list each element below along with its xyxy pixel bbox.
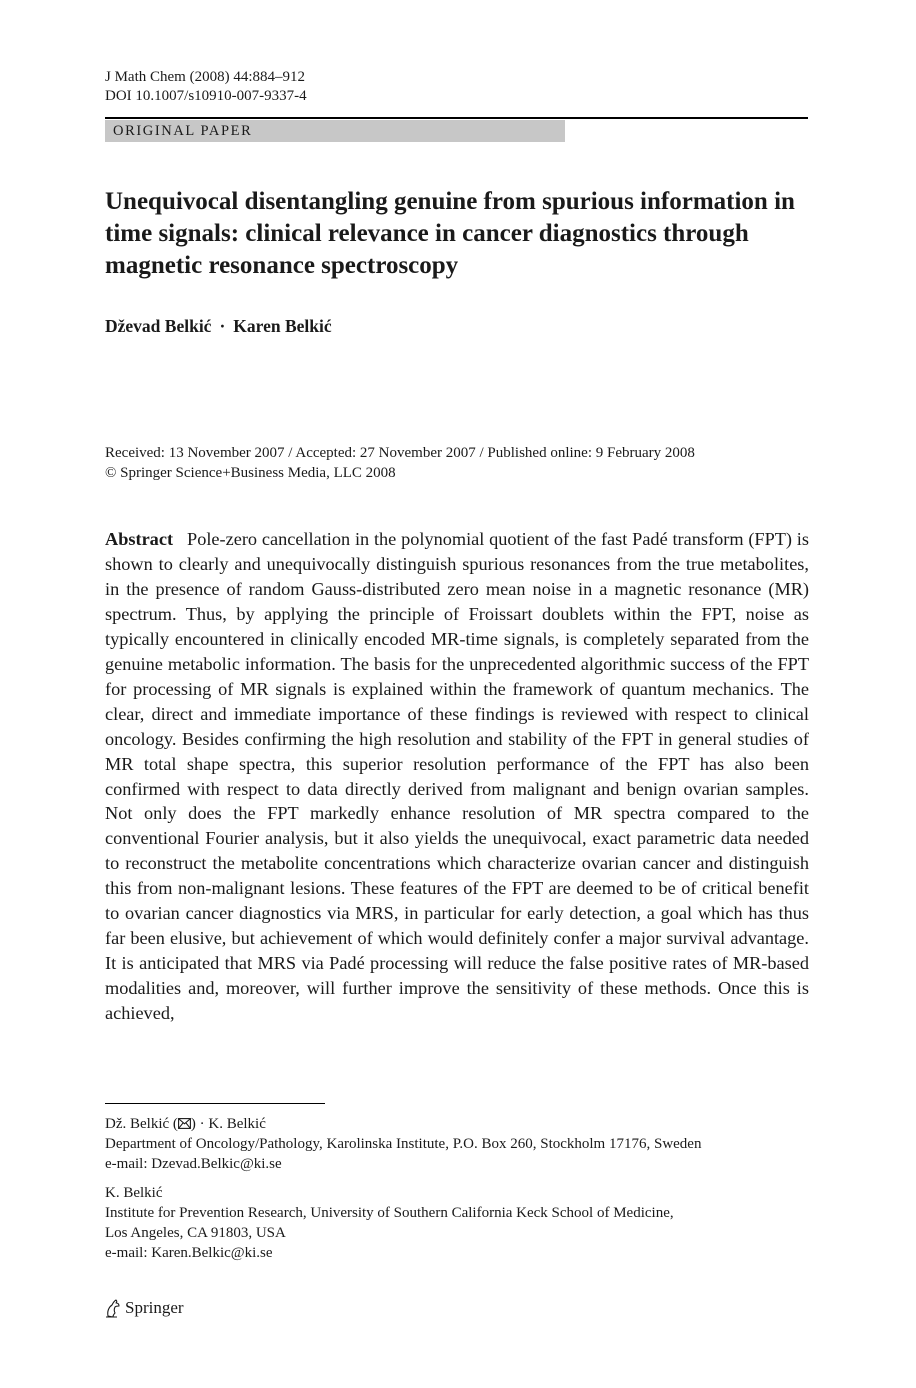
affiliation-1 bbox=[105, 1114, 701, 1174]
copyright: © Springer Science+Business Media, LLC 2008 bbox=[105, 465, 396, 481]
author-separator: · bbox=[219, 316, 226, 336]
affiliation-1-names: Dž. Belkić ( ) · K. Belkić bbox=[105, 1116, 266, 1132]
paper-type-banner: ORIGINAL PAPER bbox=[105, 120, 565, 142]
affiliation-2-name: K. Belkić bbox=[105, 1185, 163, 1201]
envelope-icon bbox=[178, 1118, 191, 1129]
affiliation-2 bbox=[105, 1183, 674, 1263]
paper-title: Unequivocal disentangling genuine from spurious information in time signals: clinical relevance in cancer diagnostics through magnetic resonance spectroscopy bbox=[105, 188, 795, 279]
publication-dates bbox=[105, 443, 695, 483]
publisher-footer bbox=[105, 1298, 184, 1318]
affiliation-1-department: Department of Oncology/Pathology, Karolinska Institute, P.O. Box 260, Stockholm 17176, Sweden bbox=[105, 1136, 702, 1152]
abstract-label: Abstract bbox=[105, 529, 174, 549]
affiliation-1-email[interactable]: e-mail: Dzevad.Belkic@ki.se bbox=[105, 1156, 282, 1172]
abstract bbox=[105, 527, 809, 1026]
authors bbox=[105, 316, 332, 337]
author-1[interactable]: Dževad Belkić bbox=[105, 316, 212, 336]
springer-horse-icon bbox=[105, 1298, 121, 1318]
affiliation-2-email[interactable]: e-mail: Karen.Belkic@ki.se bbox=[105, 1245, 273, 1261]
footnote-rule bbox=[105, 1103, 325, 1104]
publisher-name: Springer bbox=[125, 1298, 184, 1317]
journal-citation: J Math Chem (2008) 44:884–912 bbox=[105, 69, 305, 85]
author-2[interactable]: Karen Belkić bbox=[233, 316, 332, 336]
doi: DOI 10.1007/s10910-007-9337-4 bbox=[105, 88, 307, 104]
abstract-text: Pole-zero cancellation in the polynomial quotient of the fast Padé transform (FPT) is shown to clearly and unequivocally distinguish spurious resonances from the true metabolites, in the presence of random Gauss-distributed zero mean noise in a magnetic resonance (MR) spectrum. Thus, by applying the principle of Froissart doublets within the FPT, noise as typically encountered in clinically encoded MR-time signals, is completely separated from the genuine metabolic information. The basis for the unprecedented algorithmic success of the FPT for processing of MR signals is explained within the framework of quantum mechanics. The clear, direct and immediate importance of these findings is reviewed with respect to clinical oncology. Besides confirming the high resolution and stability of the FPT in general studies of MR total shape spectra, this superior resolution performance of the FPT has also been confirmed with respect to data directly derived from malignant and benign ovarian samples. Not only does the FPT markedly enhance resolution of MR spectra compared to the conventional Fourier analysis, but it also yields the unequivocal, exact parametric data needed to reconstruct the metabolite concentrations which characterize ovarian cancer and distinguish this from non-malignant lesions. These features of the FPT are deemed to be of critical benefit to ovarian cancer diagnostics via MRS, in particular for early detection, a goal which has thus far been elusive, but achievement of which would definitely confer a major survival advantage. It is anticipated that MRS via Padé processing will reduce the false positive rates of MR-based modalities and, moreover, will further improve the sensitivity of these methods. Once this is achieved, bbox=[105, 529, 809, 1024]
affiliation-2-city: Los Angeles, CA 91803, USA bbox=[105, 1225, 286, 1241]
journal-meta bbox=[105, 68, 307, 106]
header-rule bbox=[105, 117, 808, 119]
received-accepted-published: Received: 13 November 2007 / Accepted: 27 November 2007 / Published online: 9 February 2008 bbox=[105, 445, 695, 461]
affiliation-2-institute: Institute for Prevention Research, University of Southern California Keck School of Medicine, bbox=[105, 1205, 674, 1221]
